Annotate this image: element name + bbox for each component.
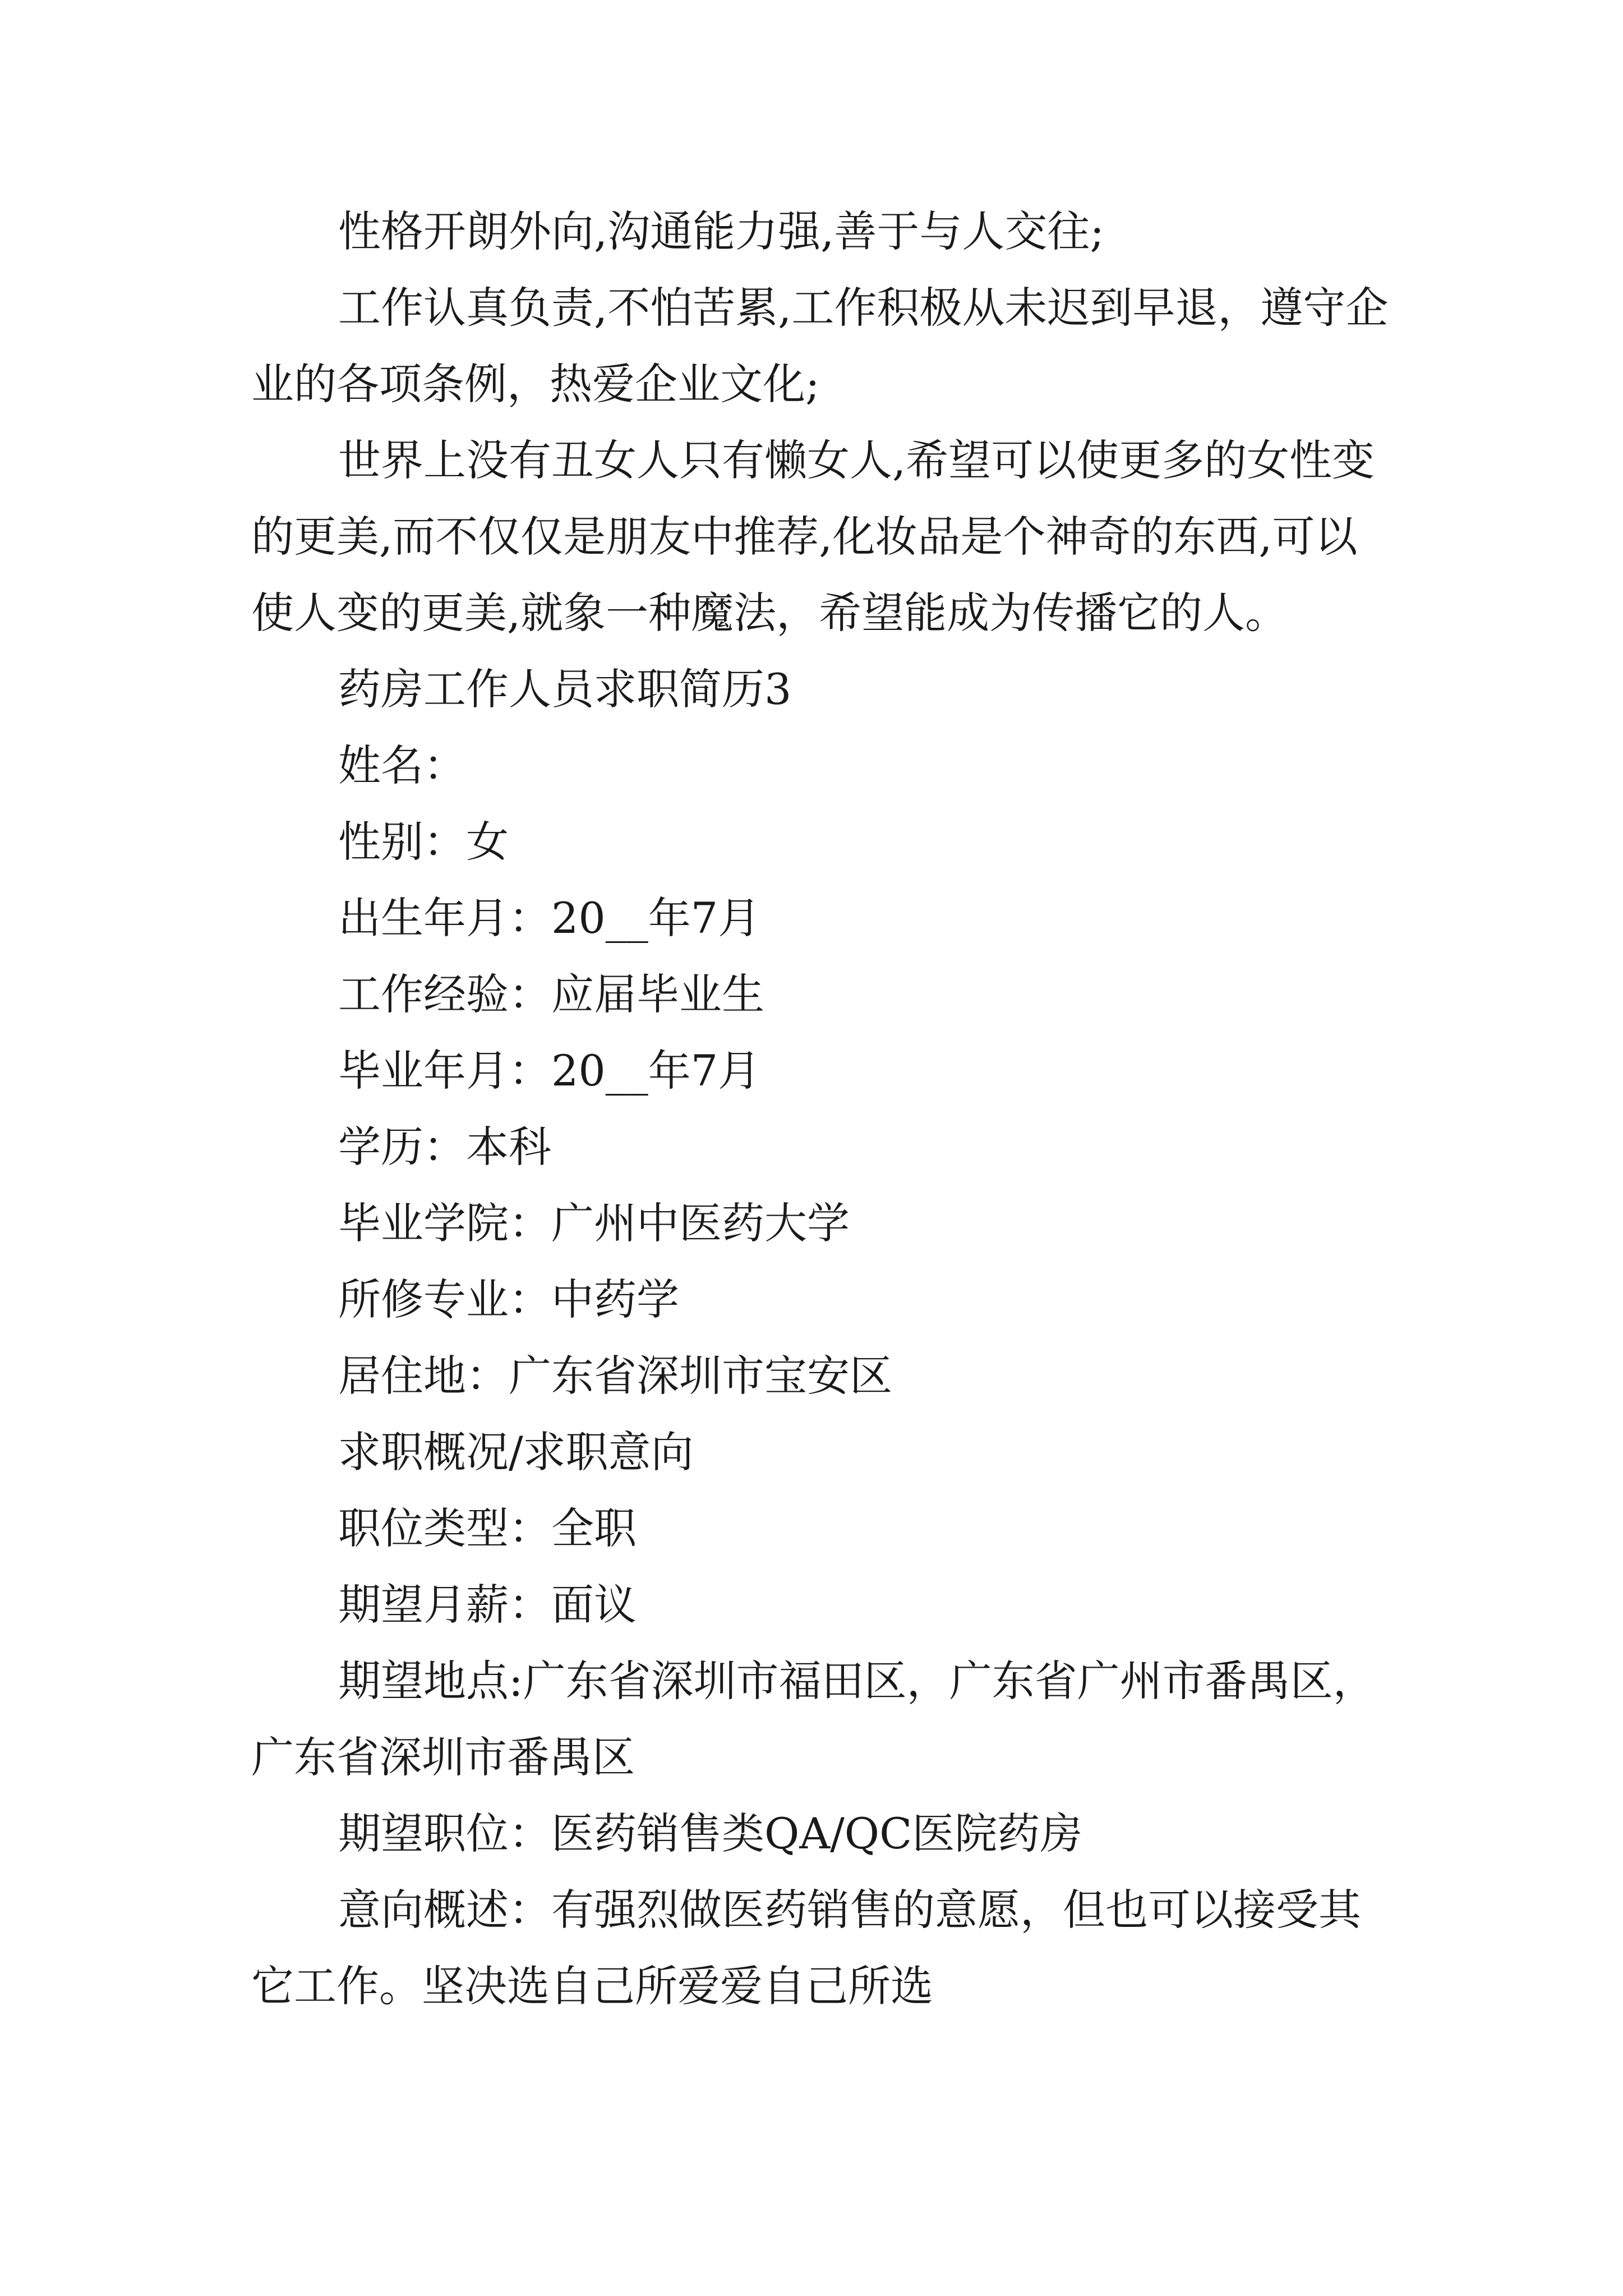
- field-name: 姓名：: [338, 740, 466, 790]
- document-body: [251, 194, 1390, 2024]
- field-major: 所修专业：中药学: [338, 1274, 679, 1324]
- field-education: 学历：本科: [338, 1122, 551, 1172]
- paragraph-work-attitude: 工作认真负责,不怕苦累,工作积极从未迟到早退，遵守企业的各项条例，热爱企业文化;: [251, 283, 1389, 409]
- field-residence: 居住地：广东省深圳市宝安区: [338, 1351, 892, 1401]
- field-school: 毕业学院：广州中医药大学: [338, 1198, 850, 1248]
- resume-title: 药房工作人员求职简历3: [338, 664, 792, 714]
- field-birth-date: 出生年月：20__年7月: [338, 893, 761, 943]
- field-expected-salary: 期望月薪：面议: [338, 1580, 637, 1630]
- field-expected-position: 期望职位：医药销售类QA/QC医院药房: [338, 1809, 1083, 1858]
- field-expected-location: 期望地点:广东省深圳市福田区，广东省广州市番禺区，广东省深圳市番禺区: [251, 1656, 1376, 1782]
- paragraph-motto: 世界上没有丑女人只有懒女人,希望可以使更多的女性变的更美,而不仅仅是朋友中推荐,化妆品是个神奇的东西,可以使人变的更美,就象一种魔法，希望能成为传播它的人。: [251, 435, 1375, 638]
- paragraph-personality: 性格开朗外向,沟通能力强,善于与人交往;: [338, 206, 1104, 256]
- field-job-type: 职位类型：全职: [338, 1503, 637, 1553]
- field-graduation-date: 毕业年月：20__年7月: [338, 1046, 761, 1096]
- field-intention-summary: 意向概述：有强烈做医药销售的意愿，但也可以接受其它工作。坚决选自己所爱爱自己所选: [251, 1885, 1361, 2011]
- field-work-experience: 工作经验：应届毕业生: [338, 969, 764, 1019]
- section-job-intention: 求职概况/求职意向: [338, 1427, 694, 1477]
- field-gender: 性别：女: [338, 817, 509, 867]
